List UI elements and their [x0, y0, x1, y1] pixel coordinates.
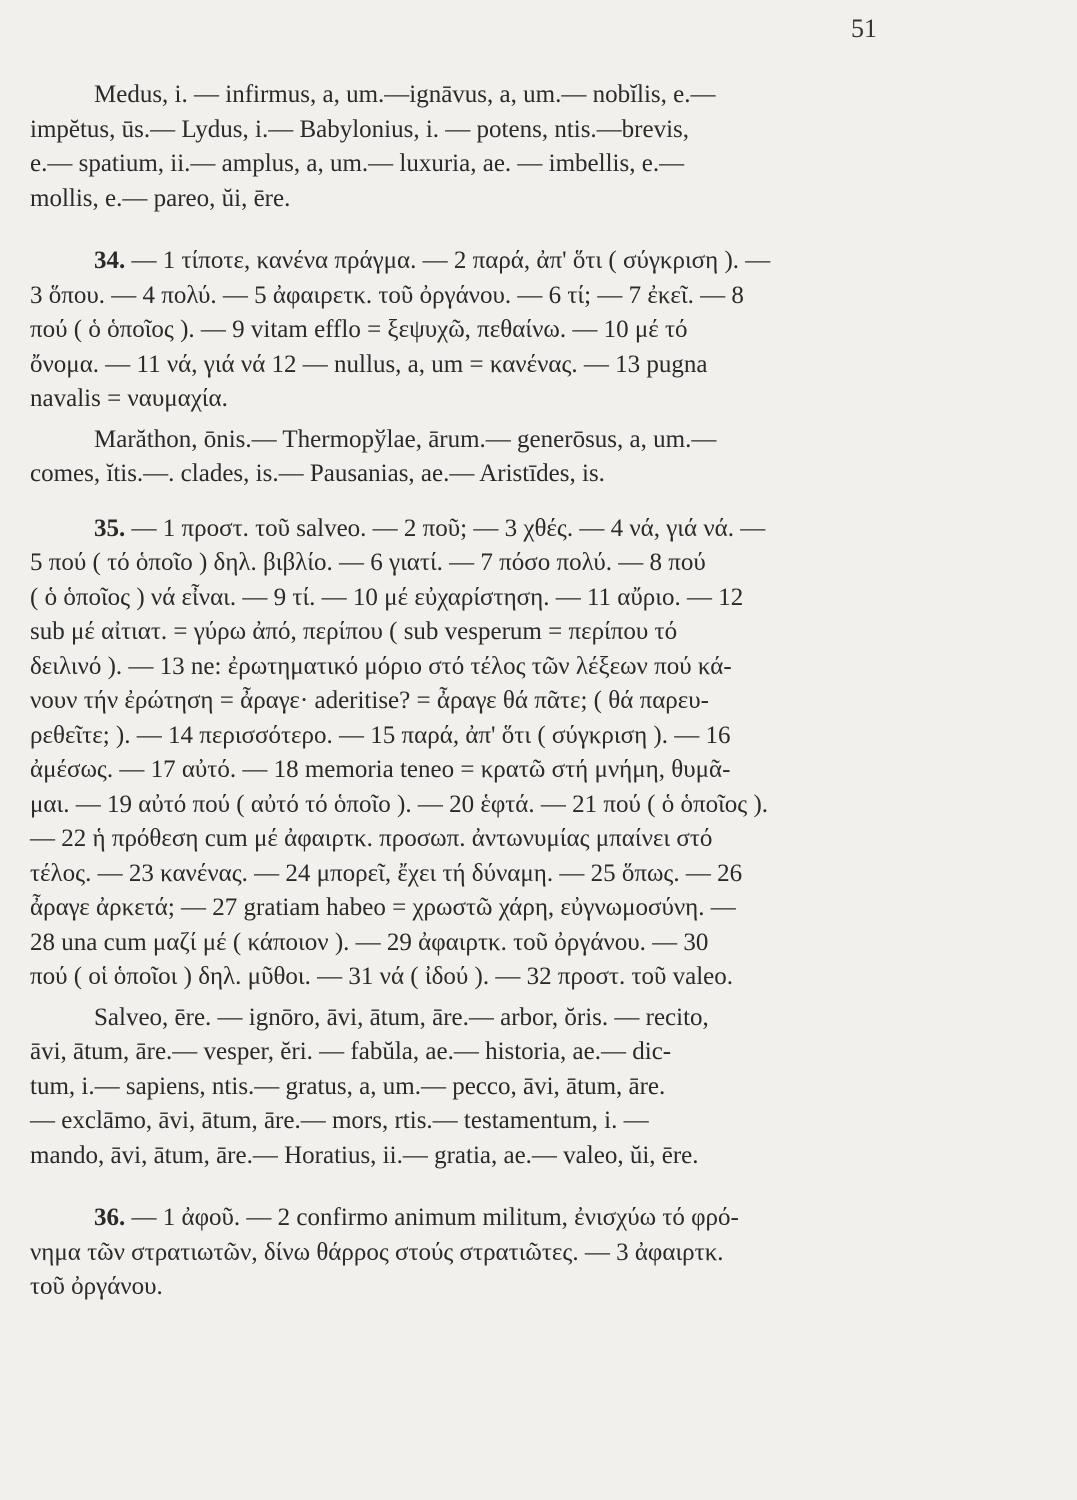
- text-line: ὄνομα. — 11 νά, γιά νά 12 — nullus, a, um = κανένας. — 13 pugna: [30, 350, 708, 378]
- text-fragment: — 1 προστ. τοῦ salveo. — 2 ποῦ; — 3 χθές. — 4 νά, γιά νά. —: [125, 514, 766, 542]
- text-line: νουν τήν ἐρώτηση = ἆραγε· aderitise? = ἆραγε θά πᾶτε; ( θά παρευ-: [30, 687, 709, 714]
- vocabulary-paragraph-33: [30, 78, 890, 216]
- text-line: [30, 512, 890, 547]
- text-line: πού ( οἱ ὁποῖοι ) δηλ. μῦθοι. — 31 νά ( ἰδού ). — 32 προστ. τοῦ valeo.: [30, 963, 734, 990]
- text-line: 28 una cum μαζί μέ ( κάποιον ). — 29 ἀφαιρτκ. τοῦ ὀργάνου. — 30: [30, 928, 709, 956]
- text-line: τέλος. — 23 κανένας. — 24 μπορεῖ, ἔχει τή δύναμη. — 25 ὅπως. — 26: [30, 859, 743, 887]
- text-line: sub μέ αἰτιατ. = γύρω ἀπό, περίπου ( sub vesperum = περίπου τό: [30, 618, 678, 645]
- text-line: ἀμέσως. — 17 αὐτό. — 18 memoria teneo = κρατῶ στή μνήμη, θυμᾶ-: [30, 756, 731, 783]
- vocabulary-paragraph-34: [30, 423, 890, 492]
- page-number: 51: [851, 14, 877, 43]
- page-text: [30, 78, 890, 1305]
- vocabulary-paragraph-35: [30, 1001, 890, 1174]
- text-line: πού ( ὁ ὁποῖος ). — 9 vitam efflo = ξεψυχῶ, πεθαίνω. — 10 μέ τό: [30, 316, 688, 343]
- text-fragment: — 1 ἀφοῦ. — 2 confirmo animum militum, ἐνισχύω τό φρό-: [125, 1204, 739, 1231]
- text-line: mollis, e.— pareo, ŭi, ēre.: [30, 184, 291, 212]
- text-line: e.— spatium, ii.— amplus, a, um.— luxuria, ae. — imbellis, e.—: [30, 150, 685, 177]
- text-line: comes, ĭtis.—. clades, is.— Pausanias, ae.— Aristīdes, is.: [30, 460, 605, 487]
- text-line: νημα τῶν στρατιωτῶν, δίνω θάρρος στούς στρατιῶτες. — 3 ἀφαιρτκ.: [30, 1238, 724, 1266]
- exercise-number: 34.: [94, 247, 126, 274]
- text-line: impĕtus, ūs.— Lydus, i.— Babylonius, i. — potens, ntis.—brevis,: [30, 115, 690, 143]
- text-line: Marăthon, ōnis.— Thermopўlae, ārum.— generōsus, a, um.—: [94, 425, 717, 453]
- text-line: [30, 1201, 890, 1236]
- text-line: ἆραγε ἀρκετά; — 27 gratiam habeo = χρωστῶ χάρη, εὐγνωμοσύνη. —: [30, 894, 736, 921]
- text-fragment: — 1 τίποτε, κανένα πράγμα. — 2 παρά, ἀπ' ὅτι ( σύγκριση ). —: [125, 247, 771, 274]
- notes-paragraph-34: [30, 244, 890, 417]
- text-line: μαι. — 19 αὐτό πού ( αὐτό τό ὁποῖο ). — 20 ἑφτά. — 21 πού ( ὁ ὁποῖος ).: [30, 790, 769, 818]
- notes-paragraph-36: [30, 1201, 890, 1305]
- text-line: āvi, ātum, āre.— vesper, ĕri. — fabŭla, ae.— historia, ae.— dic-: [30, 1038, 672, 1065]
- text-line: navalis = ναυμαχία.: [30, 385, 228, 412]
- text-line: tum, i.— sapiens, ntis.— gratus, a, um.— pecco, āvi, ātum, āre.: [30, 1072, 666, 1100]
- text-line: δειλινό ). — 13 ne: ἐρωτηματικό μόριο στό τέλος τῶν λέξεων πού κά-: [30, 652, 732, 680]
- text-line: τοῦ ὀργάνου.: [30, 1273, 163, 1300]
- text-line: Salveo, ēre. — ignōro, āvi, ātum, āre.— arbor, ŏris. — recito,: [94, 1003, 709, 1031]
- text-line: 5 πού ( τό ὁποῖο ) δηλ. βιβλίο. — 6 γιατί. — 7 πόσο πολύ. — 8 πού: [30, 549, 706, 576]
- text-line: 3 ὅπου. — 4 πολύ. — 5 ἀφαιρετκ. τοῦ ὀργάνου. — 6 τί; — 7 ἐκεῖ. — 8: [30, 281, 744, 309]
- text-line: ( ὁ ὁποῖος ) νά εἶναι. — 9 τί. — 10 μέ εὐχαρίστηση. — 11 αὔριο. — 12: [30, 583, 744, 611]
- text-line: mando, āvi, ātum, āre.— Horatius, ii.— gratia, ae.— valeo, ŭi, ēre.: [30, 1141, 699, 1169]
- notes-paragraph-35: [30, 512, 890, 995]
- text-line: — exclāmo, āvi, ātum, āre.— mors, rtis.— testamentum, i. —: [30, 1107, 649, 1134]
- text-line: [30, 244, 890, 279]
- exercise-number: 36.: [94, 1204, 126, 1231]
- text-line: Medus, i. — infirmus, a, um.—ignāvus, a, um.— nobĭlis, e.—: [94, 81, 716, 108]
- exercise-number: 35.: [94, 514, 126, 542]
- text-line: ρεθεῖτε; ). — 14 περισσότερο. — 15 παρά, ἀπ' ὅτι ( σύγκριση ). — 16: [30, 721, 731, 749]
- text-line: — 22 ἡ πρόθεση cum μέ ἀφαιρτκ. προσωπ. ἀντωνυμίας μπαίνει στό: [30, 825, 713, 852]
